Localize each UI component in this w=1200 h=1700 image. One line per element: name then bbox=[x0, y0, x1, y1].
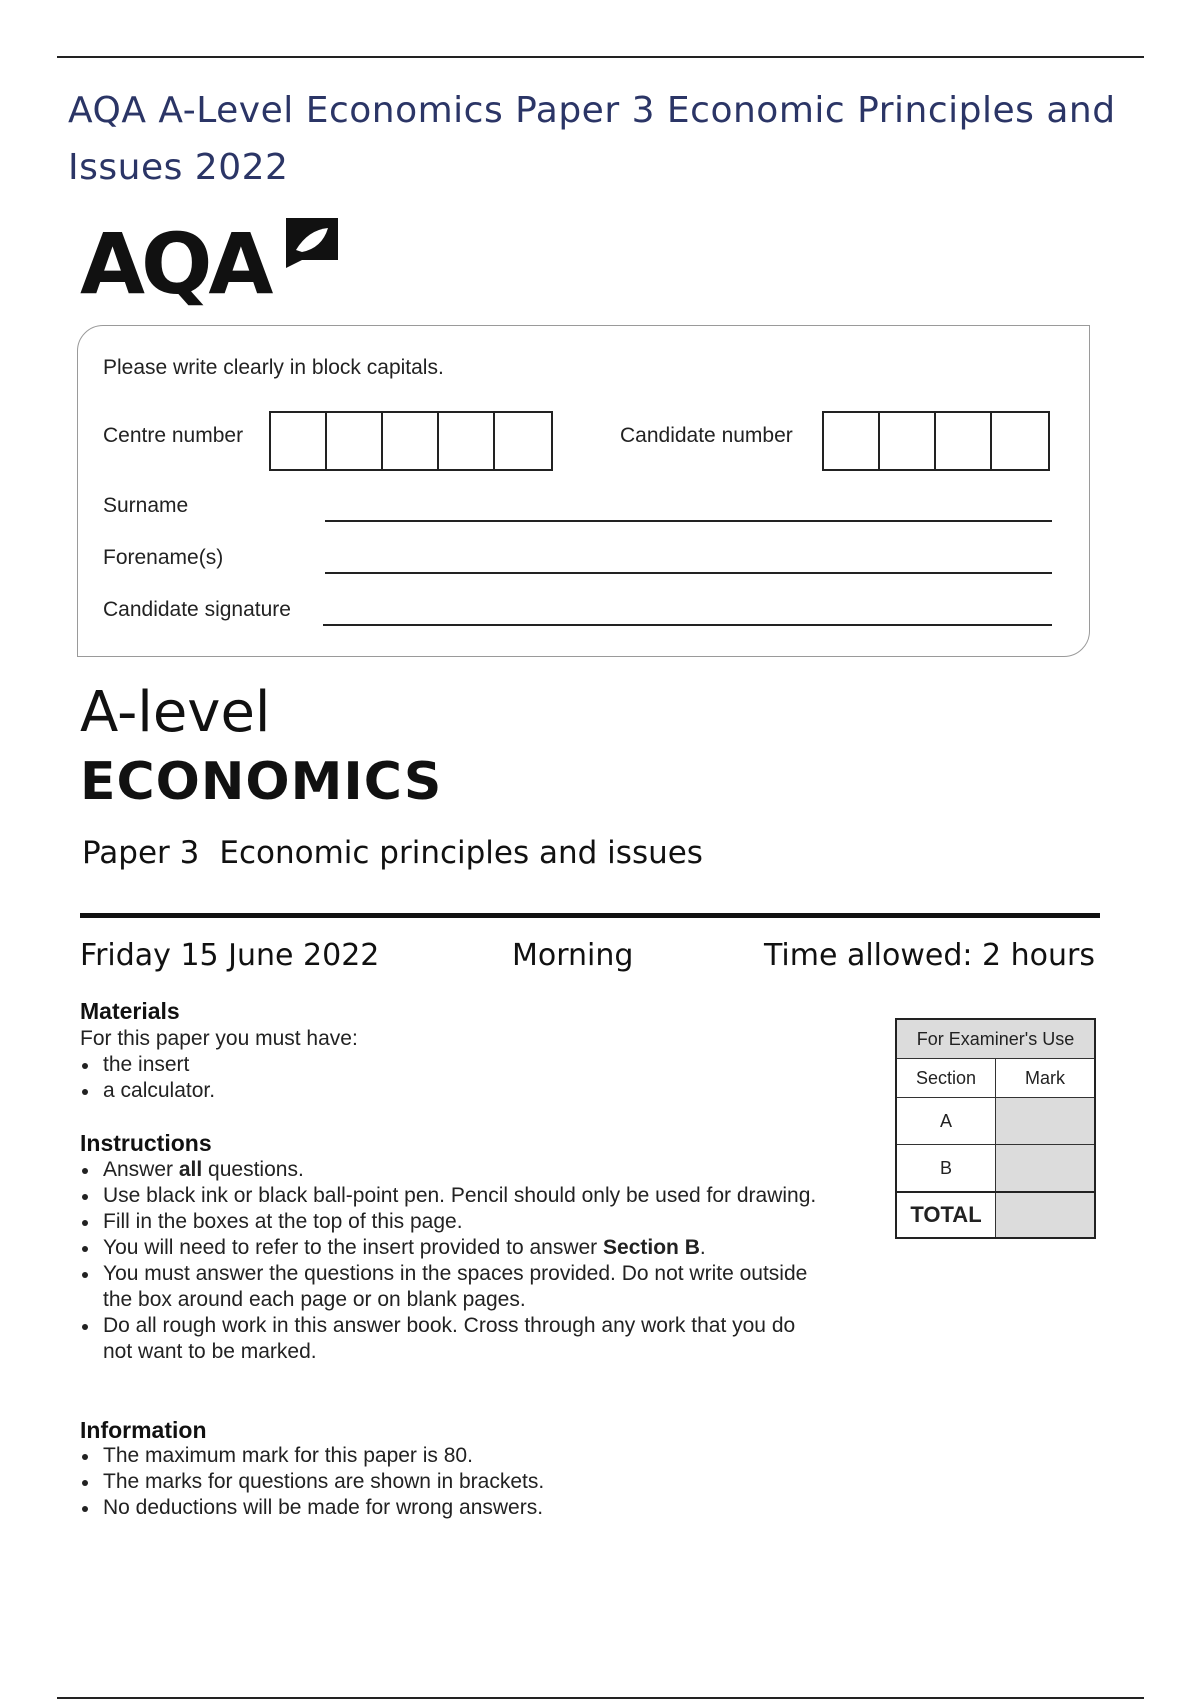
document-title: AQA A-Level Economics Paper 3 Economic Principles and Issues 2022 bbox=[68, 90, 1116, 188]
exam-date: Friday 15 June 2022 bbox=[80, 938, 380, 973]
aqa-logo-text: AQA bbox=[80, 215, 270, 313]
exam-session: Morning bbox=[512, 938, 634, 973]
candidate-number-digit[interactable] bbox=[824, 413, 880, 469]
paper-number: Paper 3 bbox=[82, 835, 200, 871]
list-item: Use black ink or black ball-point pen. Pencil should only be used for drawing. bbox=[80, 1183, 820, 1209]
candidate-number-label: Candidate number bbox=[620, 424, 793, 447]
list-item: The marks for questions are shown in brackets. bbox=[80, 1469, 820, 1495]
surname-label: Surname bbox=[103, 494, 189, 517]
top-rule bbox=[57, 56, 1144, 58]
time-allowed: Time allowed: 2 hours bbox=[763, 938, 1095, 973]
section-a-cell: A bbox=[896, 1098, 996, 1145]
candidate-details-box bbox=[77, 325, 1090, 657]
total-mark-cell bbox=[996, 1192, 1096, 1238]
centre-number-digit[interactable] bbox=[383, 413, 439, 469]
section-a-mark-cell bbox=[996, 1098, 1096, 1145]
list-item: No deductions will be made for wrong answers. bbox=[80, 1495, 820, 1521]
bottom-rule bbox=[57, 1697, 1144, 1699]
candidate-number-boxes[interactable] bbox=[822, 411, 1050, 471]
instructions-heading: Instructions bbox=[80, 1130, 212, 1156]
centre-number-digit[interactable] bbox=[327, 413, 383, 469]
signature-field[interactable] bbox=[323, 624, 1052, 626]
list-item: You must answer the questions in the spaces provided. Do not write outside the box around each page or on blank pages. bbox=[80, 1261, 820, 1313]
information-list bbox=[80, 1443, 820, 1521]
list-item: The maximum mark for this paper is 80. bbox=[80, 1443, 820, 1469]
centre-number-digit[interactable] bbox=[439, 413, 495, 469]
materials-intro: For this paper you must have: bbox=[80, 1027, 358, 1050]
centre-number-digit[interactable] bbox=[495, 413, 551, 469]
signature-label: Candidate signature bbox=[103, 598, 291, 621]
title-divider bbox=[80, 913, 1100, 918]
candidate-number-digit[interactable] bbox=[992, 413, 1048, 469]
section-b-cell: B bbox=[896, 1145, 996, 1193]
total-label: TOTAL bbox=[896, 1192, 996, 1238]
instructions-list bbox=[80, 1157, 820, 1365]
qualification-level: A-level bbox=[80, 680, 271, 745]
paper-title bbox=[82, 835, 703, 871]
aqa-logo-mark-icon bbox=[282, 210, 342, 270]
block-capitals-instruction: Please write clearly in block capitals. bbox=[103, 356, 444, 379]
aqa-logo bbox=[80, 210, 350, 313]
forenames-field[interactable] bbox=[325, 572, 1052, 574]
materials-list bbox=[80, 1052, 820, 1104]
list-item: Fill in the boxes at the top of this page. bbox=[80, 1209, 820, 1235]
mark-column-header: Mark bbox=[996, 1059, 1096, 1098]
candidate-number-digit[interactable] bbox=[936, 413, 992, 469]
examiner-table-header: For Examiner's Use bbox=[896, 1019, 1095, 1059]
candidate-number-digit[interactable] bbox=[880, 413, 936, 469]
list-item: Answer all questions. bbox=[80, 1157, 820, 1183]
paper-name: Economic principles and issues bbox=[219, 835, 703, 871]
examiner-use-table bbox=[895, 1018, 1096, 1239]
materials-heading: Materials bbox=[80, 998, 180, 1024]
list-item: the insert bbox=[80, 1052, 820, 1078]
list-item: a calculator. bbox=[80, 1078, 820, 1104]
forenames-label: Forename(s) bbox=[103, 546, 224, 569]
surname-field[interactable] bbox=[325, 520, 1052, 522]
list-item: Do all rough work in this answer book. Cross through any work that you do not want to be marked. bbox=[80, 1313, 820, 1365]
section-column-header: Section bbox=[896, 1059, 996, 1098]
list-item: You will need to refer to the insert provided to answer Section B. bbox=[80, 1235, 820, 1261]
centre-number-label: Centre number bbox=[103, 424, 244, 447]
centre-number-digit[interactable] bbox=[271, 413, 327, 469]
information-heading: Information bbox=[80, 1417, 207, 1443]
subject-title: ECONOMICS bbox=[80, 752, 443, 812]
section-b-mark-cell bbox=[996, 1145, 1096, 1193]
centre-number-boxes[interactable] bbox=[269, 411, 553, 471]
